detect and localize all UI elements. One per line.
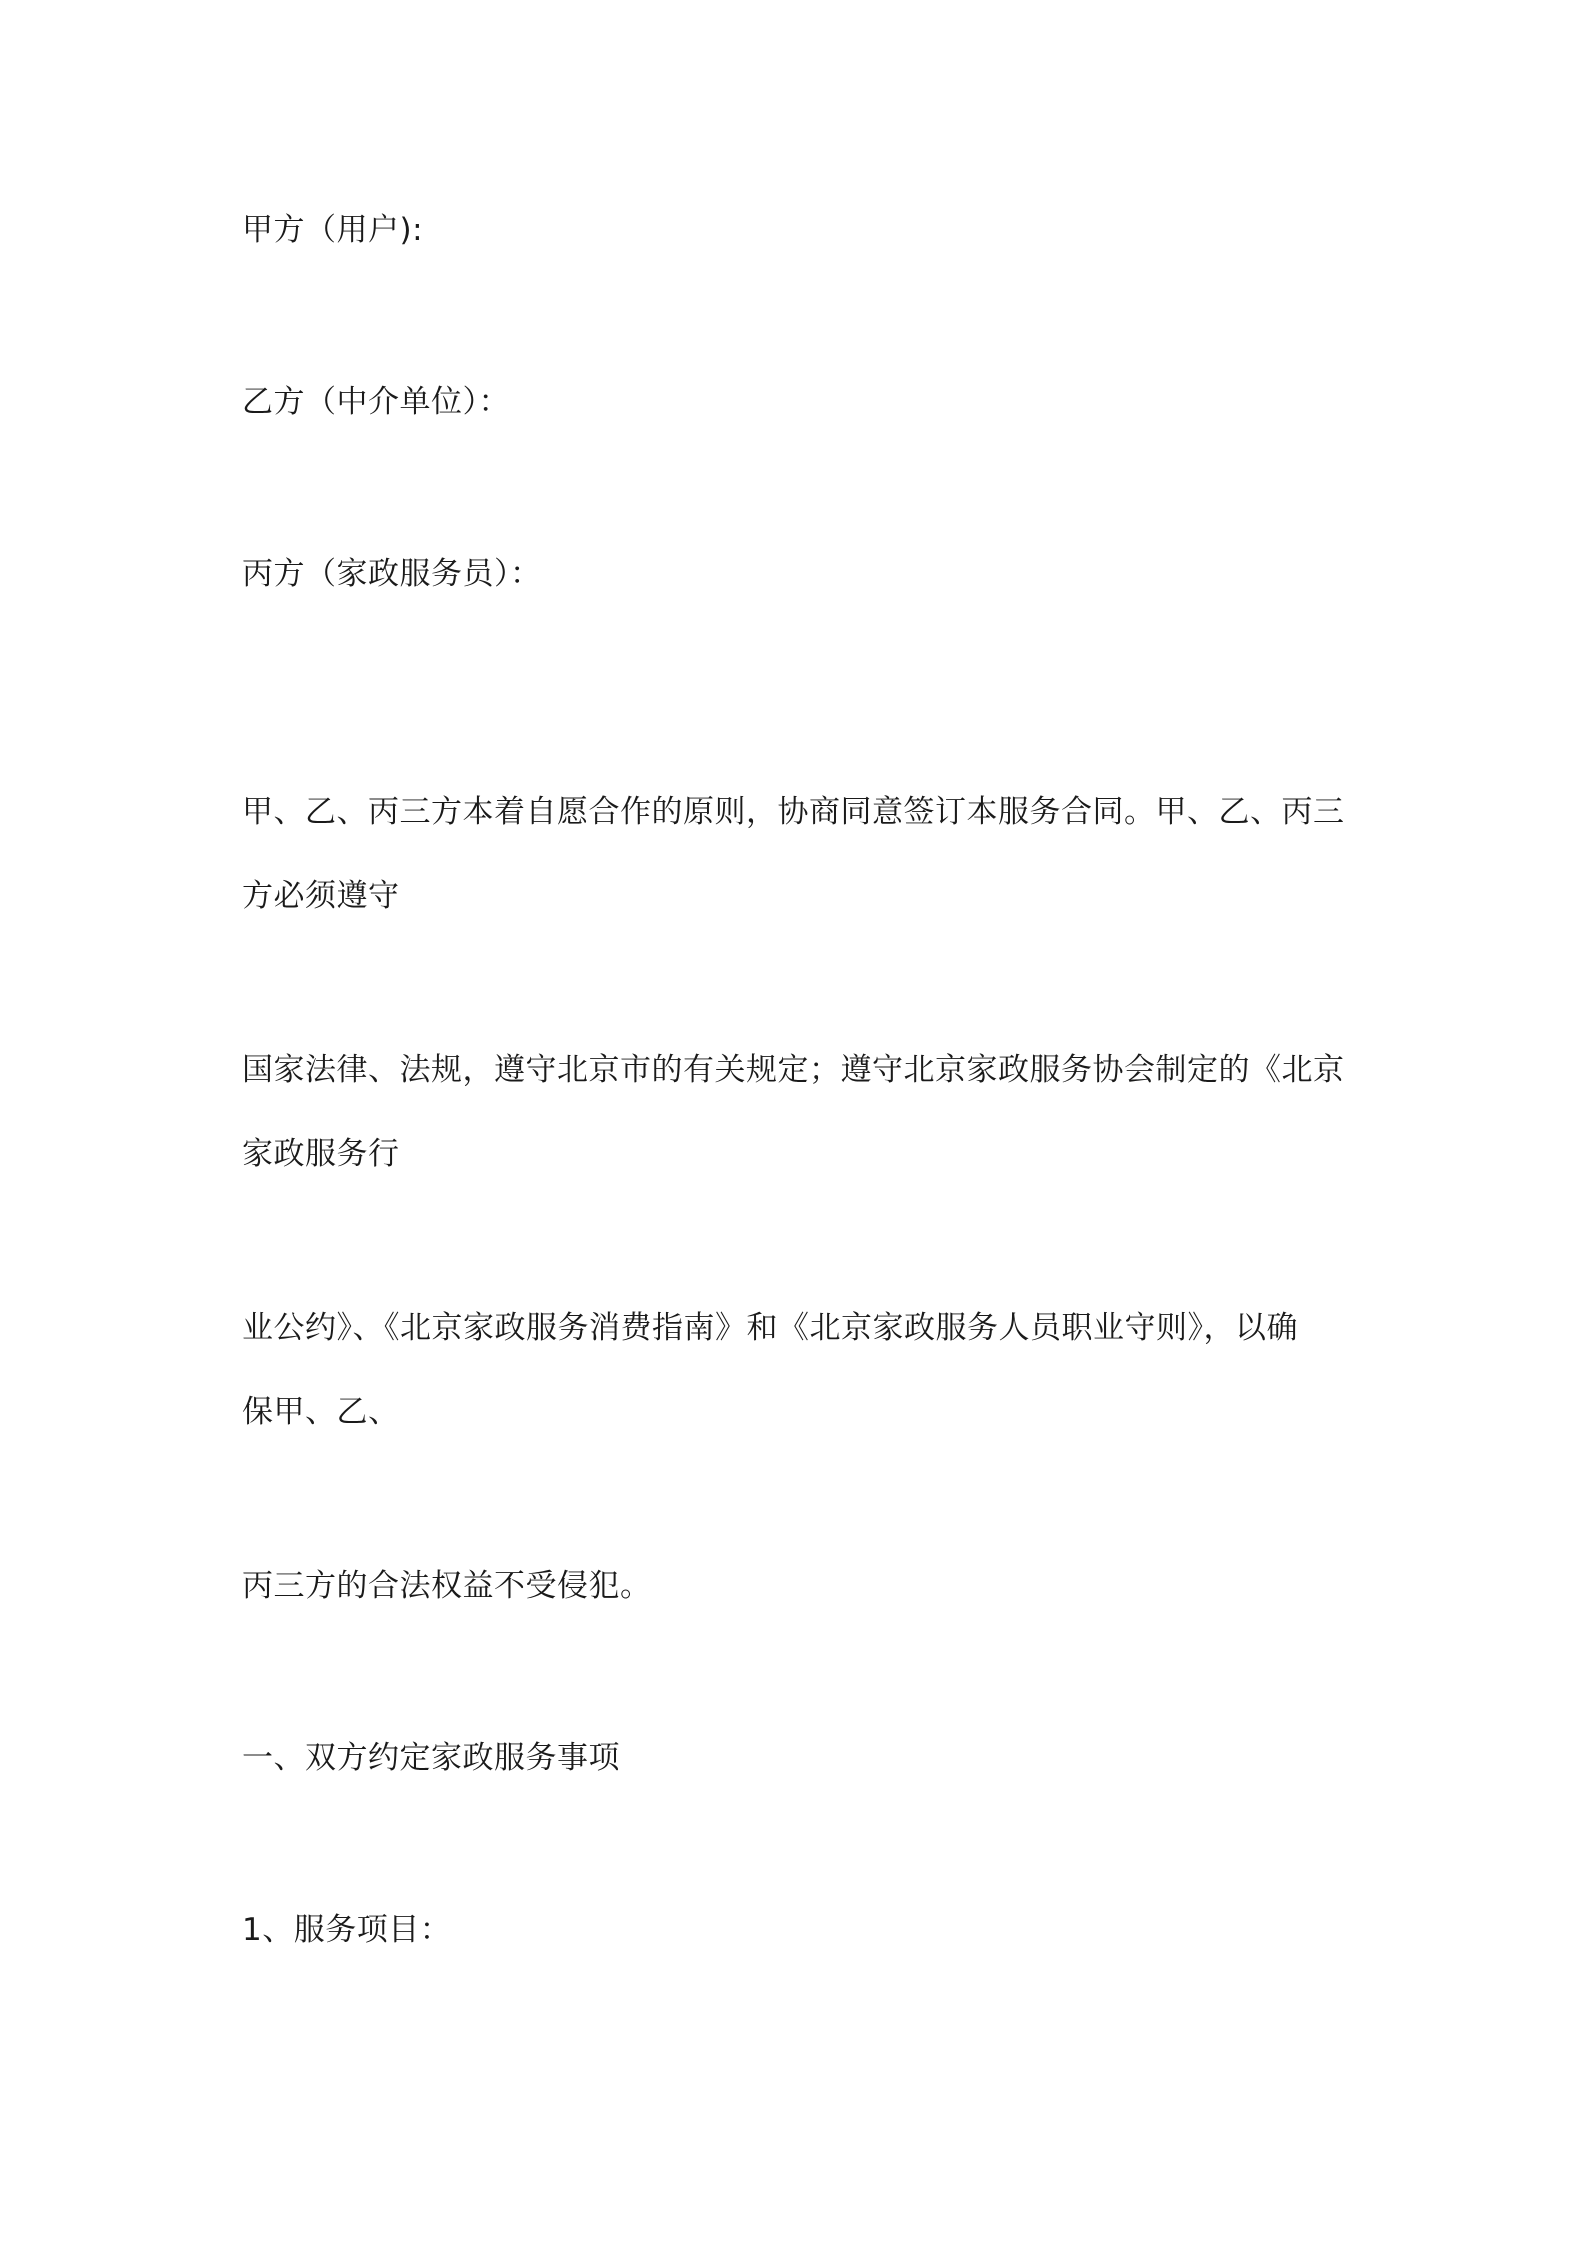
- party-a-label: 甲方（用户):: [242, 212, 424, 248]
- paragraph-line: 业公约》、《北京家政服务消费指南》和《北京家政服务人员职业守则》，以确: [242, 1310, 1298, 1346]
- service-item-label: 1、服务项目：: [242, 1912, 452, 1948]
- party-b-label: 乙方（中介单位）：: [242, 384, 510, 420]
- section-heading: 一、双方约定家政服务事项: [242, 1740, 620, 1776]
- paragraph-line: 方必须遵守: [242, 878, 400, 914]
- paragraph-line: 丙三方的合法权益不受侵犯。: [242, 1568, 652, 1604]
- paragraph-line: 保甲、乙、: [242, 1394, 400, 1430]
- paragraph-line: 甲、乙、丙三方本着自愿合作的原则，协商同意签订本服务合同。甲、乙、丙三: [242, 794, 1345, 830]
- paragraph-line: 家政服务行: [242, 1136, 400, 1172]
- paragraph-line: 国家法律、法规，遵守北京市的有关规定；遵守北京家政服务协会制定的《北京: [242, 1052, 1345, 1088]
- party-c-label: 丙方（家政服务员）：: [242, 556, 542, 592]
